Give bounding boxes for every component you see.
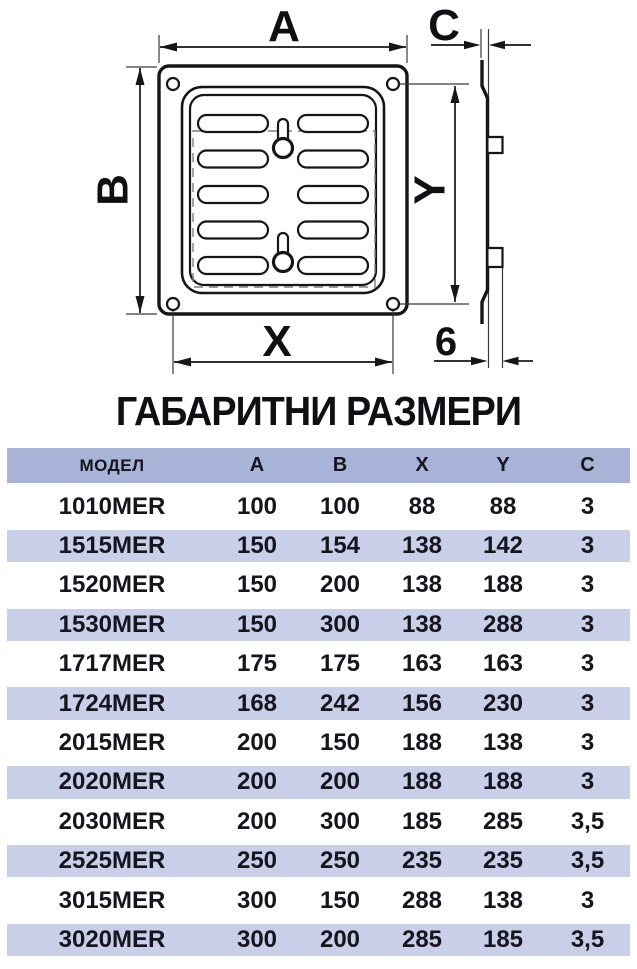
value-cell: 150 — [319, 729, 361, 757]
value-cell: 288 — [482, 610, 524, 638]
model-cell: 1010MER — [58, 492, 166, 520]
table-row — [7, 920, 630, 959]
model-cell: 2525MER — [58, 847, 166, 875]
value-cell: 288 — [401, 886, 443, 914]
dimension-c — [428, 1, 531, 50]
value-cell: 88 — [489, 492, 517, 520]
value-cell: 175 — [319, 650, 361, 678]
value-cell: 3 — [580, 492, 595, 520]
page-title: ГАБАРИТНИ РАЗМЕРИ — [115, 387, 522, 434]
value-cell: 163 — [401, 650, 443, 678]
side-view — [481, 29, 503, 368]
header-a: A — [249, 454, 265, 477]
header-model: МОДЕЛ — [79, 455, 145, 475]
model-cell: 2015MER — [58, 729, 166, 757]
screw-hole-bottom-right — [387, 298, 399, 310]
table-row — [7, 881, 630, 920]
mounting-tab-lower — [489, 248, 503, 267]
value-cell: 138 — [401, 571, 443, 599]
value-cell: 300 — [319, 610, 361, 638]
value-cell: 154 — [319, 532, 361, 560]
value-cell: 285 — [482, 807, 524, 835]
value-cell: 188 — [401, 729, 443, 757]
value-cell: 200 — [236, 807, 278, 835]
value-cell: 235 — [401, 847, 443, 875]
value-cell: 138 — [401, 610, 443, 638]
header-b: B — [332, 454, 348, 477]
value-cell: 285 — [401, 925, 443, 953]
front-view — [159, 66, 407, 314]
value-cell: 3 — [580, 571, 595, 599]
value-cell: 175 — [236, 650, 278, 678]
table-row — [7, 842, 630, 881]
model-cell: 2020MER — [58, 768, 166, 796]
table-row — [7, 487, 630, 526]
model-cell: 1530MER — [58, 610, 166, 638]
value-cell: 250 — [319, 847, 361, 875]
label-a: A — [268, 2, 300, 51]
value-cell: 3 — [580, 532, 595, 560]
header-x: X — [415, 454, 429, 477]
value-cell: 88 — [408, 492, 436, 520]
header-c: C — [580, 454, 595, 477]
value-cell: 3 — [580, 768, 595, 796]
label-y: Y — [405, 175, 455, 205]
value-cell: 185 — [401, 807, 443, 835]
value-cell: 3 — [580, 650, 595, 678]
dimensions-table — [7, 448, 630, 960]
value-cell: 3 — [580, 689, 595, 717]
value-cell: 300 — [236, 925, 278, 953]
table-row — [7, 802, 630, 841]
value-cell: 3,5 — [570, 847, 605, 875]
value-cell: 100 — [236, 492, 278, 520]
model-cell: 3020MER — [58, 925, 166, 953]
table-row — [7, 526, 630, 565]
value-cell: 138 — [401, 532, 443, 560]
value-cell: 242 — [319, 689, 361, 717]
table-row — [7, 684, 630, 723]
model-cell: 1520MER — [58, 571, 166, 599]
label-x: X — [262, 317, 292, 366]
dimension-6 — [434, 320, 533, 365]
value-cell: 150 — [236, 571, 278, 599]
dimension-y — [400, 84, 469, 304]
value-cell: 300 — [236, 886, 278, 914]
dimension-x — [173, 311, 393, 374]
value-cell: 188 — [401, 768, 443, 796]
table-row — [7, 566, 630, 605]
value-cell: 188 — [482, 768, 524, 796]
screw-hole-top-left — [167, 78, 179, 90]
profile-plate — [482, 60, 488, 324]
value-cell: 3 — [580, 729, 595, 757]
value-cell: 188 — [482, 571, 524, 599]
table-row — [7, 723, 630, 762]
value-cell: 100 — [319, 492, 361, 520]
value-cell: 150 — [236, 610, 278, 638]
table-row — [7, 605, 630, 644]
value-cell: 250 — [236, 847, 278, 875]
value-cell: 3 — [580, 886, 595, 914]
screw-hole-top-right — [387, 78, 399, 90]
value-cell: 235 — [482, 847, 524, 875]
value-cell: 185 — [482, 925, 524, 953]
model-cell: 1515MER — [58, 532, 166, 560]
dimension-drawing — [0, 0, 637, 445]
value-cell: 142 — [482, 532, 524, 560]
value-cell: 200 — [319, 768, 361, 796]
value-cell: 138 — [482, 729, 524, 757]
value-cell: 200 — [236, 768, 278, 796]
value-cell: 300 — [319, 807, 361, 835]
table-row — [7, 763, 630, 802]
model-cell: 2030MER — [58, 807, 166, 835]
screw-hole-bottom-left — [167, 298, 179, 310]
label-b: B — [88, 174, 138, 206]
model-cell: 3015MER — [58, 886, 166, 914]
value-cell: 200 — [319, 571, 361, 599]
value-cell: 150 — [236, 532, 278, 560]
value-cell: 150 — [319, 886, 361, 914]
value-cell: 168 — [236, 689, 278, 717]
value-cell: 3,5 — [570, 925, 605, 953]
value-cell: 3 — [580, 610, 595, 638]
value-cell: 230 — [482, 689, 524, 717]
model-cell: 1724MER — [58, 689, 166, 717]
header-y: Y — [496, 454, 510, 477]
mounting-tab-upper — [489, 137, 503, 153]
table-row — [7, 645, 630, 684]
table-body — [7, 487, 630, 960]
value-cell: 3,5 — [570, 807, 605, 835]
value-cell: 200 — [236, 729, 278, 757]
label-c: C — [428, 1, 460, 50]
dimension-b — [89, 67, 157, 314]
dimension-a — [159, 2, 407, 63]
value-cell: 200 — [319, 925, 361, 953]
model-cell: 1717MER — [58, 650, 166, 678]
table-header-row — [7, 448, 630, 487]
value-cell: 163 — [482, 650, 524, 678]
value-cell: 138 — [482, 886, 524, 914]
label-6: 6 — [434, 320, 458, 364]
value-cell: 156 — [401, 689, 443, 717]
